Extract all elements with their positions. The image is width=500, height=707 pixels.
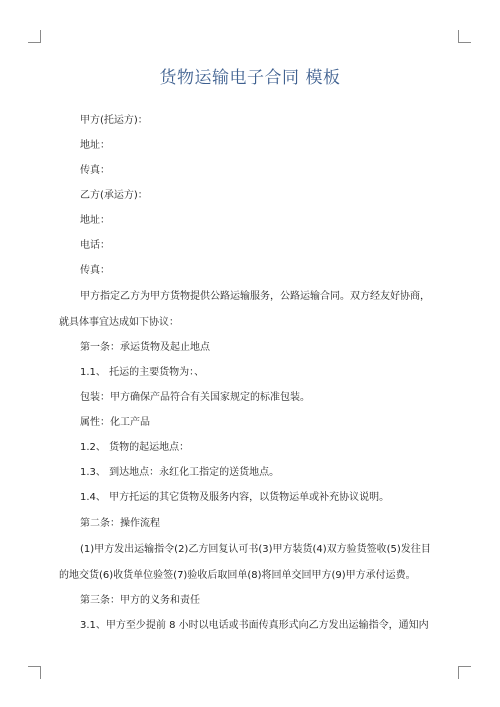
party-b-address: 地址： — [80, 215, 110, 226]
article-3-heading: 第三条：甲方的义务和责任 — [80, 595, 200, 606]
clause-3-1: 3.1、甲方至少提前 8 小时以电话或书面传真形式向乙方发出运输指令，通知内 — [80, 620, 429, 631]
clause-1-2: 1.2、 货物的起运地点： — [80, 442, 190, 453]
party-b-label: 乙方(承运方)： — [80, 190, 148, 201]
packaging-line: 包装：甲方确保产品符合有关国家规定的标准包装。 — [80, 392, 310, 403]
party-a-address: 地址： — [80, 140, 110, 151]
party-a-label: 甲方(托运方)： — [80, 115, 148, 126]
crop-mark-bottom-right — [458, 666, 471, 679]
article-1-heading: 第一条：承运货物及起止地点 — [80, 342, 210, 353]
property-line: 属性：化工产品 — [80, 417, 150, 428]
clause-1-3: 1.3、 到达地点：永红化工指定的送货地点。 — [80, 467, 280, 478]
party-a-fax: 传真： — [80, 165, 110, 176]
crop-mark-top-right — [458, 30, 471, 43]
process-line-2: 的地交货(6)收货单位验签(7)验收后取回单(8)将回单交回甲方(9)甲方承付运费。 — [59, 570, 416, 581]
party-b-fax: 传真： — [80, 265, 110, 276]
document-title: 货物运输电子合同 模板 — [159, 68, 341, 88]
party-b-phone: 电话： — [80, 240, 110, 251]
clause-1-4: 1.4、 甲方托运的其它货物及服务内容，以货物运单或补充协议说明。 — [80, 492, 390, 503]
crop-mark-top-left — [28, 30, 41, 43]
intro-paragraph-line-2: 就具体事宜达成如下协议： — [59, 317, 179, 328]
article-2-heading: 第二条：操作流程 — [80, 518, 160, 529]
crop-mark-bottom-left — [28, 666, 41, 679]
clause-1-1: 1.1、 托运的主要货物为：、 — [80, 367, 205, 378]
intro-paragraph-line-1: 甲方指定乙方为甲方货物提供公路运输服务，公路运输合同。双方经友好协商， — [80, 291, 430, 302]
process-line-1: (1)甲方发出运输指令(2)乙方回复认可书(3)甲方装货(4)双方验货签收(5)发往目 — [80, 544, 431, 555]
